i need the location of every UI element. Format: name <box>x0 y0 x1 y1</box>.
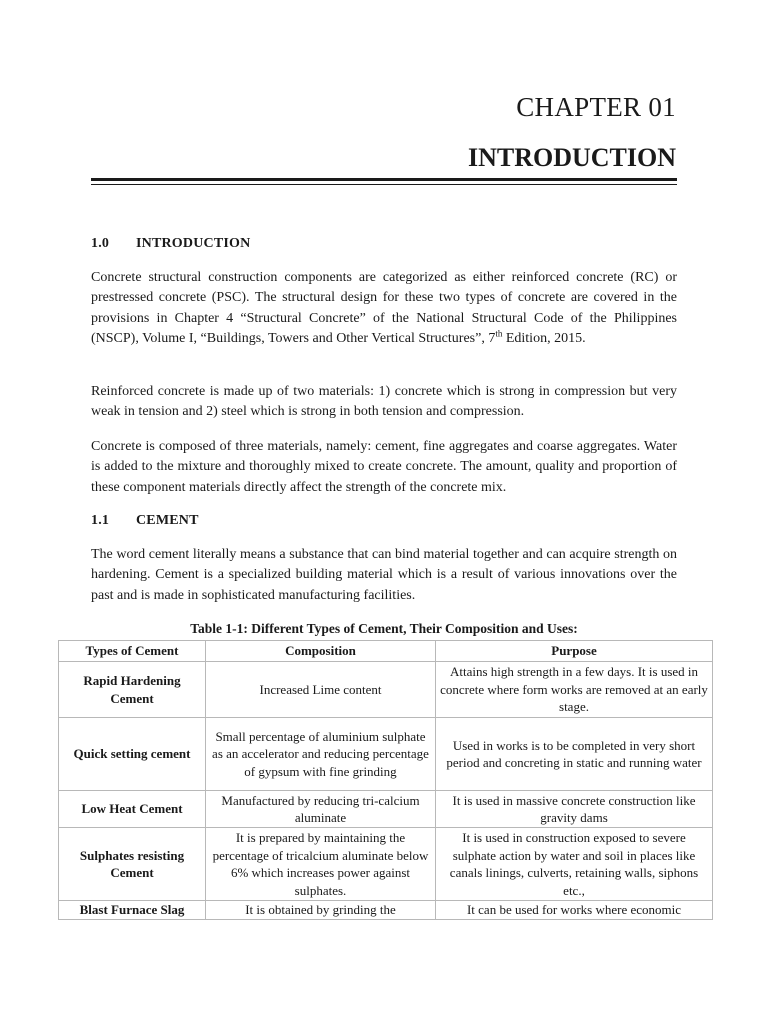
section-heading-1-0 <box>91 236 250 252</box>
intro-paragraph-1-text: Concrete structural construction components are categorized as either reinforced concrete (RC) or prestressed concrete (PSC). The structural design for these two types of concrete are covered in the provisions in Chapter 4 “Structural Concrete” of the National Structural Code of the Philippines (NSCP), Volume I, “Buildings, Towers and Other Vertical Structures”, 7 <box>91 270 677 347</box>
purpose-cell: It is used in construction exposed to severe sulphate action by water and soil in places like canals linings, culverts, retaining walls, siphons etc., <box>436 828 713 901</box>
cement-paragraph-text: The word cement literally means a substance that can bind material together and can acquire strength on hardening. Cement is a specialized building material which is a result of various innovations over the past and is made in sophisticated manufacturing facilities. <box>91 547 677 603</box>
table-header-row <box>59 641 713 662</box>
column-header-composition: Composition <box>206 641 436 662</box>
cement-type-cell: Sulphates resisting Cement <box>59 828 206 901</box>
composition-cell: Manufactured by reducing tri-calcium aluminate <box>206 791 436 828</box>
cement-paragraph <box>91 545 677 606</box>
composition-cell: It is obtained by grinding the <box>206 901 436 920</box>
cement-type-cell: Low Heat Cement <box>59 791 206 828</box>
table-row <box>59 718 713 791</box>
table-row <box>59 662 713 718</box>
table-row <box>59 791 713 828</box>
composition-cell: Increased Lime content <box>206 662 436 718</box>
section-title: CEMENT <box>136 513 199 528</box>
cement-type-cell: Quick setting cement <box>59 718 206 791</box>
intro-paragraph-1-end: Edition, 2015. <box>502 331 586 347</box>
table-row <box>59 828 713 901</box>
chapter-title: INTRODUCTION <box>467 143 676 172</box>
section-title: INTRODUCTION <box>136 236 251 251</box>
column-header-purpose: Purpose <box>436 641 713 662</box>
intro-paragraph-1 <box>91 268 677 350</box>
intro-paragraph-2-text: Reinforced concrete is made up of two materials: 1) concrete which is strong in compression but very weak in tension and 2) steel which is strong in both tension and compression. <box>91 384 677 420</box>
cement-types-table <box>58 640 713 920</box>
composition-cell: Small percentage of aluminium sulphate as an accelerator and reducing percentage of gypsum with fine grinding <box>206 718 436 791</box>
chapter-label: CHAPTER 01 <box>516 92 676 122</box>
title-rule-thin <box>91 184 677 185</box>
purpose-cell: Attains high strength in a few days. It is used in concrete where form works are removed at an early stage. <box>436 662 713 718</box>
composition-cell: It is prepared by maintaining the percentage of tricalcium aluminate below 6% which increases power against sulphates. <box>206 828 436 901</box>
edition-superscript: th <box>495 328 503 339</box>
purpose-cell: It can be used for works where economic <box>436 901 713 920</box>
cement-type-cell: Rapid Hardening Cement <box>59 662 206 718</box>
purpose-cell: Used in works is to be completed in very short period and concreting in static and running water <box>436 718 713 791</box>
section-number: 1.0 <box>91 236 110 251</box>
section-heading-1-1 <box>91 513 199 529</box>
table-row <box>59 901 713 920</box>
table-caption: Table 1-1: Different Types of Cement, Their Composition and Uses: <box>190 621 578 636</box>
intro-paragraph-2 <box>91 382 677 423</box>
intro-paragraph-3-text: Concrete is composed of three materials, namely: cement, fine aggregates and coarse aggregates. Water is added to the mixture and thoroughly mixed to create concrete. The amount, quality and proportion of these component materials directly affect the strength of the concrete mix. <box>91 439 677 495</box>
purpose-cell: It is used in massive concrete construction like gravity dams <box>436 791 713 828</box>
cement-type-cell: Blast Furnace Slag <box>59 901 206 920</box>
section-number: 1.1 <box>91 513 110 528</box>
intro-paragraph-3 <box>91 437 677 498</box>
title-rule-thick <box>91 178 677 181</box>
column-header-type: Types of Cement <box>59 641 206 662</box>
